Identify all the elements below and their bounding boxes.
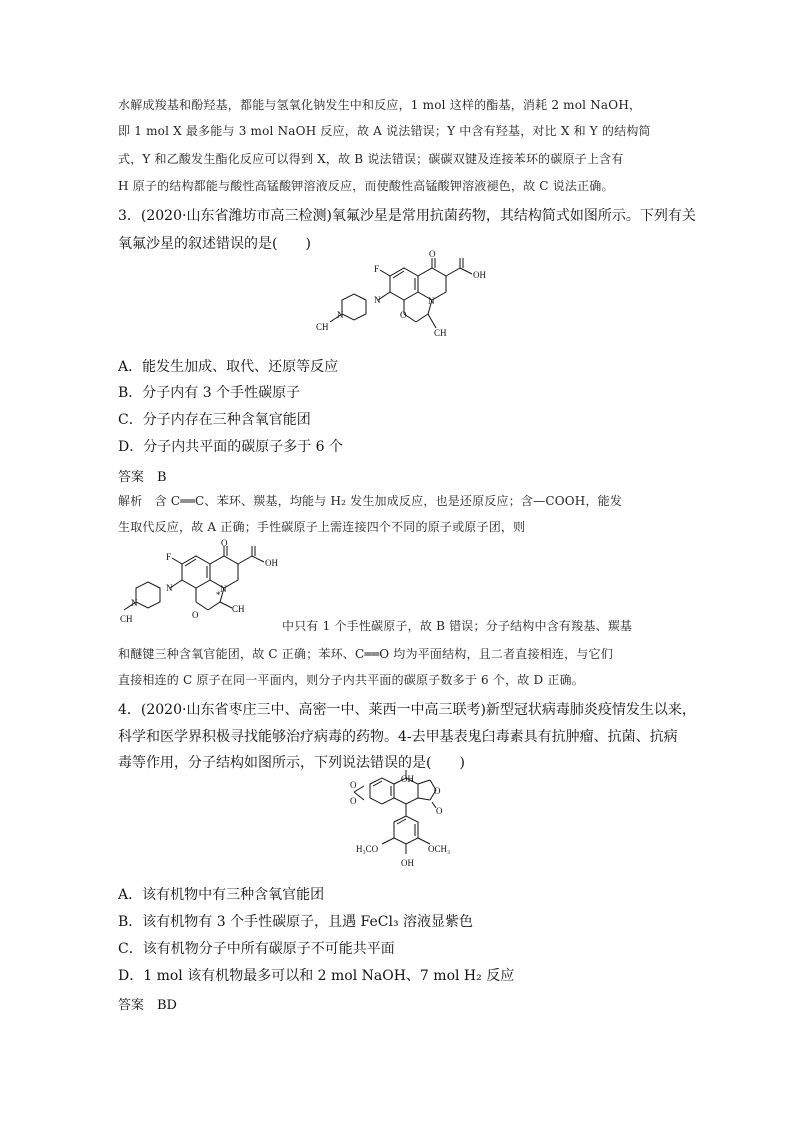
- ofloxacin-chiral-structure-image: [120, 538, 290, 632]
- question-4-stem: 4．(2020·山东省枣庄三中、高密一中、莱西一中高三联考)新型冠状病毒肺炎疫情发生以来，: [118, 702, 696, 718]
- svg-text:OCH₃: OCH₃: [428, 844, 451, 854]
- analysis-line: 中只有 1 个手性碳原子，故 B 错误；分子结构中含有羧基、羰基: [282, 619, 633, 633]
- svg-text:N: N: [131, 598, 138, 608]
- explanation-line: 即 1 mol X 最多能与 3 mol NaOH 反应，故 A 说法错误；Y 中含有羟基，对比 X 和 Y 的结构简: [118, 124, 651, 138]
- svg-text:*: *: [216, 590, 221, 600]
- question-3-stem: 3．(2020·山东省潍坊市高三检测)氧氟沙星是常用抗菌药物，其结构简式如图所示。下列有关: [118, 208, 696, 224]
- ofloxacin-structure-image: [312, 249, 492, 342]
- explanation-line: H 原子的结构都能与酸性高锰酸钾溶液反应，而使酸性高锰酸钾溶液褪色，故 C 说法正确。: [118, 179, 614, 193]
- option-b: B．该有机物有 3 个手性碳原子，且遇 FeCl₃ 溶液显紫色: [118, 914, 474, 930]
- svg-text:N: N: [337, 310, 344, 320]
- explanation-line: 水解成羧基和酚羟基，都能与氢氧化钠发生中和反应，1 mol 这样的酯基，消耗 2 mol NaOH，: [118, 98, 642, 112]
- svg-text:OH: OH: [401, 774, 414, 784]
- svg-text:N: N: [220, 584, 227, 594]
- svg-text:N: N: [428, 296, 435, 306]
- svg-text:CH: CH: [232, 604, 245, 614]
- option-c: C．分子内存在三种含氧官能团: [118, 412, 311, 428]
- svg-text:H₃CO: H₃CO: [356, 844, 379, 854]
- svg-text:O: O: [350, 796, 357, 806]
- question-4-stem: 科学和医学界积极寻找能够治疗病毒的药物。4-去甲基表鬼臼毒素具有抗肿瘤、抗菌、抗病: [118, 729, 678, 745]
- explanation-line: 式，Y 和乙酸发生酯化反应可以得到 X，故 B 说法错误；碳碳双键及连接苯环的碳原子上含有: [118, 152, 624, 166]
- option-a: A．能发生加成、取代、还原等反应: [118, 359, 339, 375]
- svg-text:O: O: [400, 310, 407, 320]
- svg-text:OH: OH: [473, 270, 486, 280]
- podophyllotoxin-structure-image: [350, 776, 460, 874]
- analysis-line: 和醚键三种含氧官能团，故 C 正确；苯环、C══O 均为平面结构，且二者直接相连，与它们: [118, 647, 613, 661]
- option-d: D．1 mol 该有机物最多可以和 2 mol NaOH、7 mol H₂ 反应: [118, 968, 515, 984]
- analysis-line: 解析 含 C══C、苯环、羰基，均能与 H₂ 发生加成反应，也是还原反应；含—COOH，能发: [118, 494, 623, 508]
- svg-text:F: F: [374, 264, 380, 274]
- svg-text:O: O: [434, 786, 441, 796]
- svg-text:O: O: [192, 610, 199, 620]
- option-b: B．分子内有 3 个手性碳原子: [118, 385, 301, 401]
- question-4-stem: 毒等作用，分子结构如图所示，下列说法错误的是( ): [118, 755, 465, 771]
- svg-text:OH: OH: [401, 858, 414, 868]
- svg-text:O: O: [350, 780, 357, 790]
- svg-text:CH: CH: [120, 614, 133, 624]
- svg-text:CH: CH: [316, 322, 329, 332]
- svg-text:F: F: [166, 552, 172, 562]
- analysis-line: 直接相连的 C 原子在同一平面内，则分子内共平面的碳原子数多于 6 个，故 D 正确。: [118, 673, 584, 687]
- answer: 答案 BD: [118, 998, 177, 1013]
- svg-text:N: N: [166, 583, 173, 593]
- svg-text:O: O: [436, 806, 443, 816]
- analysis-line: 生取代反应，故 A 正确；手性碳原子上需连接四个不同的原子或原子团，则: [118, 520, 526, 534]
- svg-text:CH: CH: [434, 328, 447, 338]
- svg-text:O: O: [221, 538, 228, 548]
- option-c: C．该有机物分子中所有碳原子不可能共平面: [118, 941, 395, 957]
- svg-text:O: O: [429, 249, 436, 259]
- svg-text:OH: OH: [265, 558, 278, 568]
- svg-text:N: N: [374, 295, 381, 305]
- option-a: A．该有机物中有三种含氧官能团: [118, 887, 325, 903]
- answer: 答案 B: [118, 470, 167, 485]
- option-d: D．分子内共平面的碳原子多于 6 个: [118, 439, 344, 455]
- question-3-stem: 氧氟沙星的叙述错误的是( ): [118, 236, 311, 252]
